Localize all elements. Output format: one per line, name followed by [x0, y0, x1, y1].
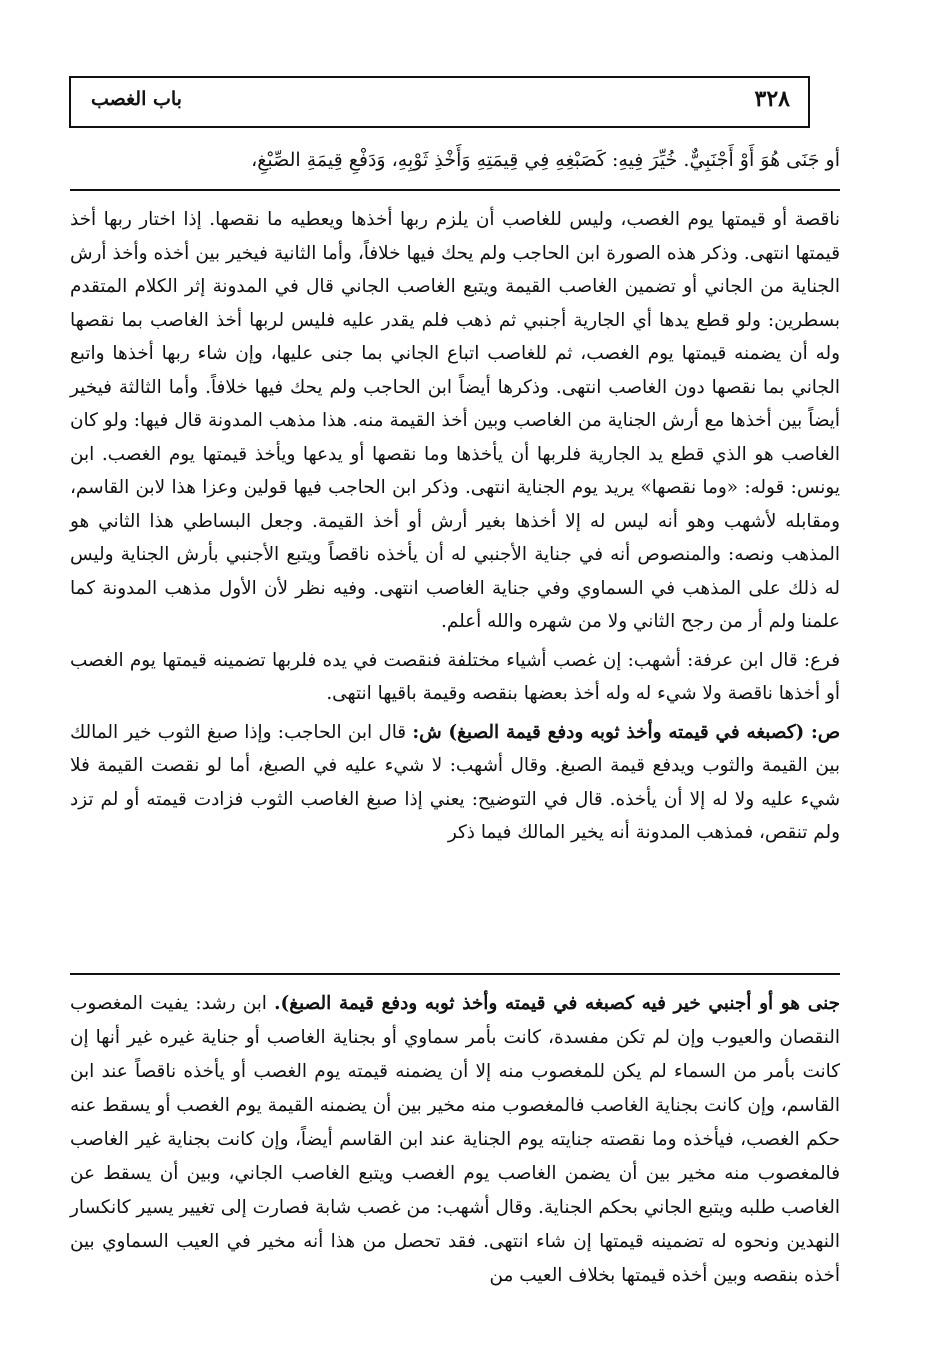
commentary-paragraph: ناقصة أو قيمتها يوم الغصب، وليس للغاصب أن يلزم ربها أخذها ويعطيه ما نقصها. إذا اختار ربها أخذ قيمتها انتهى. وذكر هذه الصورة ابن الحاجب ولم يحك فيها خلافاً، وأما الثانية فيخير بين أخذه وأخذ أرش الجناية من الجاني أو تضمين الغاصب القيمة ويتبع الغاصب الجاني قال في المدونة إثر الكلام المتقدم بسطرين: ولو قطع يدها أي الجارية أجنبي ثم ذهب فلم يقدر عليه فليس لربها أخذ الغاصب بما نقصها وله أن يضمنه قيمتها يوم الغصب، ثم للغاصب اتباع الجاني بما جنى عليها، وإن شاء ربها أخذها واتبع الجاني بما نقصها دون الغاصب انتهى. وذكرها أيضاً ابن الحاجب ولم يحك فيها خلافاً. وأما الثالثة فيخير أيضاً بين أخذها مع أرش الجناية من الغاصب وبين أخذ القيمة منه. هذا مذهب المدونة قال فيها: ولو كان الغاصب هو الذي قطع يد الجارية فلربها أن يأخذها وما نقصها أو يدعها ويأخذ قيمتها يوم الغصب. ابن يونس: قوله: «وما نقصها» يريد يوم الجناية انتهى. وذكر ابن الحاجب فيها قولين وعزا هذا لابن القاسم، ومقابله لأشهب وهو أنه ليس له إلا أخذها بغير أرش أو أخذ القيمة. وجعل البساطي هذا الثاني هو المذهب ونصه: والمنصوص أنه في جناية الأجنبي له أن يأخذه ناقصاً ويتبع الأجنبي بأرش الجناية وليس له ذلك على المذهب في السماوي وفي جناية الغاصب انتهى. وفيه نظر لأن الأول مذهب المدونة كما علمنا ولم أر من رجح الثاني ولا من شهره والله أعلم.: [70, 209, 840, 632]
chapter-title: باب الغصب: [91, 88, 182, 110]
matn-line: أو جَنَى هُوَ أَوْ أَجْنَبِيٌّ. خُيِّرَ فِيهِ: كَصَبْغِهِ فِي قِيمَتِهِ وَأَخْذِ ثَوْبِهِ، وَدَفْعِ قِيمَةِ الصِّبْغِ،: [251, 149, 840, 171]
commentary-text: قال ابن الحاجب: وإذا صبغ الثوب خير المالك بين القيمة والثوب ويدفع قيمة الصبغ. وقال أشهب: لا شيء عليه في الصبغ، أما لو نقصت القيمة فلا شيء عليه ولا له إلا أن يأخذه. قال في التوضيح: يعني إذا صبغ الغاصب الثوب فزادت قيمته أو لم تزد ولم تنقص، فمذهب المدونة أنه يخير المالك فيما ذكر: [70, 721, 840, 843]
commentary-paragraph: [70, 716, 840, 850]
commentary-paragraph: [70, 987, 840, 1293]
commentary-paragraph: فرع: قال ابن عرفة: أشهب: إن غصب أشياء مختلفة فنقصت في يده فلربها تضمينه قيمتها يوم الغصب أو أخذها ناقصة ولا شيء له وله أخذ بعضها بنقصه وقيمة باقيها انتهى.: [70, 649, 840, 704]
matn-quote: جنى هو أو أجنبي خير فيه كصبغه في قيمته وأخذ ثوبه ودفع قيمة الصبغ).: [274, 993, 840, 1014]
page-header: [69, 76, 810, 128]
matn-quote: ص: (كصبغه في قيمته وأخذ ثوبه ودفع قيمة الصبغ) ش:: [412, 721, 840, 743]
top-divider: [70, 189, 840, 191]
middle-divider: [70, 973, 840, 975]
commentary-block: [70, 203, 840, 850]
page-number: ٣٢٨: [754, 86, 790, 112]
commentary-text: ابن رشد: يفيت المغصوب النقصان والعيوب وإن لم تكن مفسدة، كانت بأمر سماوي أو بجناية الغاصب أو جناية غيره غير أنها إن كانت بأمر من السماء لم يكن للمغصوب منه إلا أن يضمنه قيمته يوم الغصب أو يأخذه ناقصاً عند ابن القاسم، وإن كانت بجناية الغاصب فالمغصوب منه مخير بين أن يضمنه القيمة يوم الغصب أو يسقط عنه حكم الغصب، فيأخذه وما نقصته جنايته يوم الجناية عند ابن القاسم أيضاً، وإن كانت بجناية غير الغاصب فالمغصوب منه مخير بين أن يضمن الغاصب يوم الغصب ويتبع الغاصب الجاني، وبين أن يسقط عن الغاصب طلبه ويتبع الجاني بحكم الجناية. وقال أشهب: من غصب شابة فصارت إلى تغيير يسير كانكسار النهدين ونحوه له تضمينه قيمتها إن شاء انتهى. فقد تحصل من هذا أنه مخير في العيب السماوي بين أخذه بنقصه وبين أخذه قيمتها بخلاف العيب من: [70, 993, 840, 1286]
lower-commentary-block: [70, 987, 840, 1293]
